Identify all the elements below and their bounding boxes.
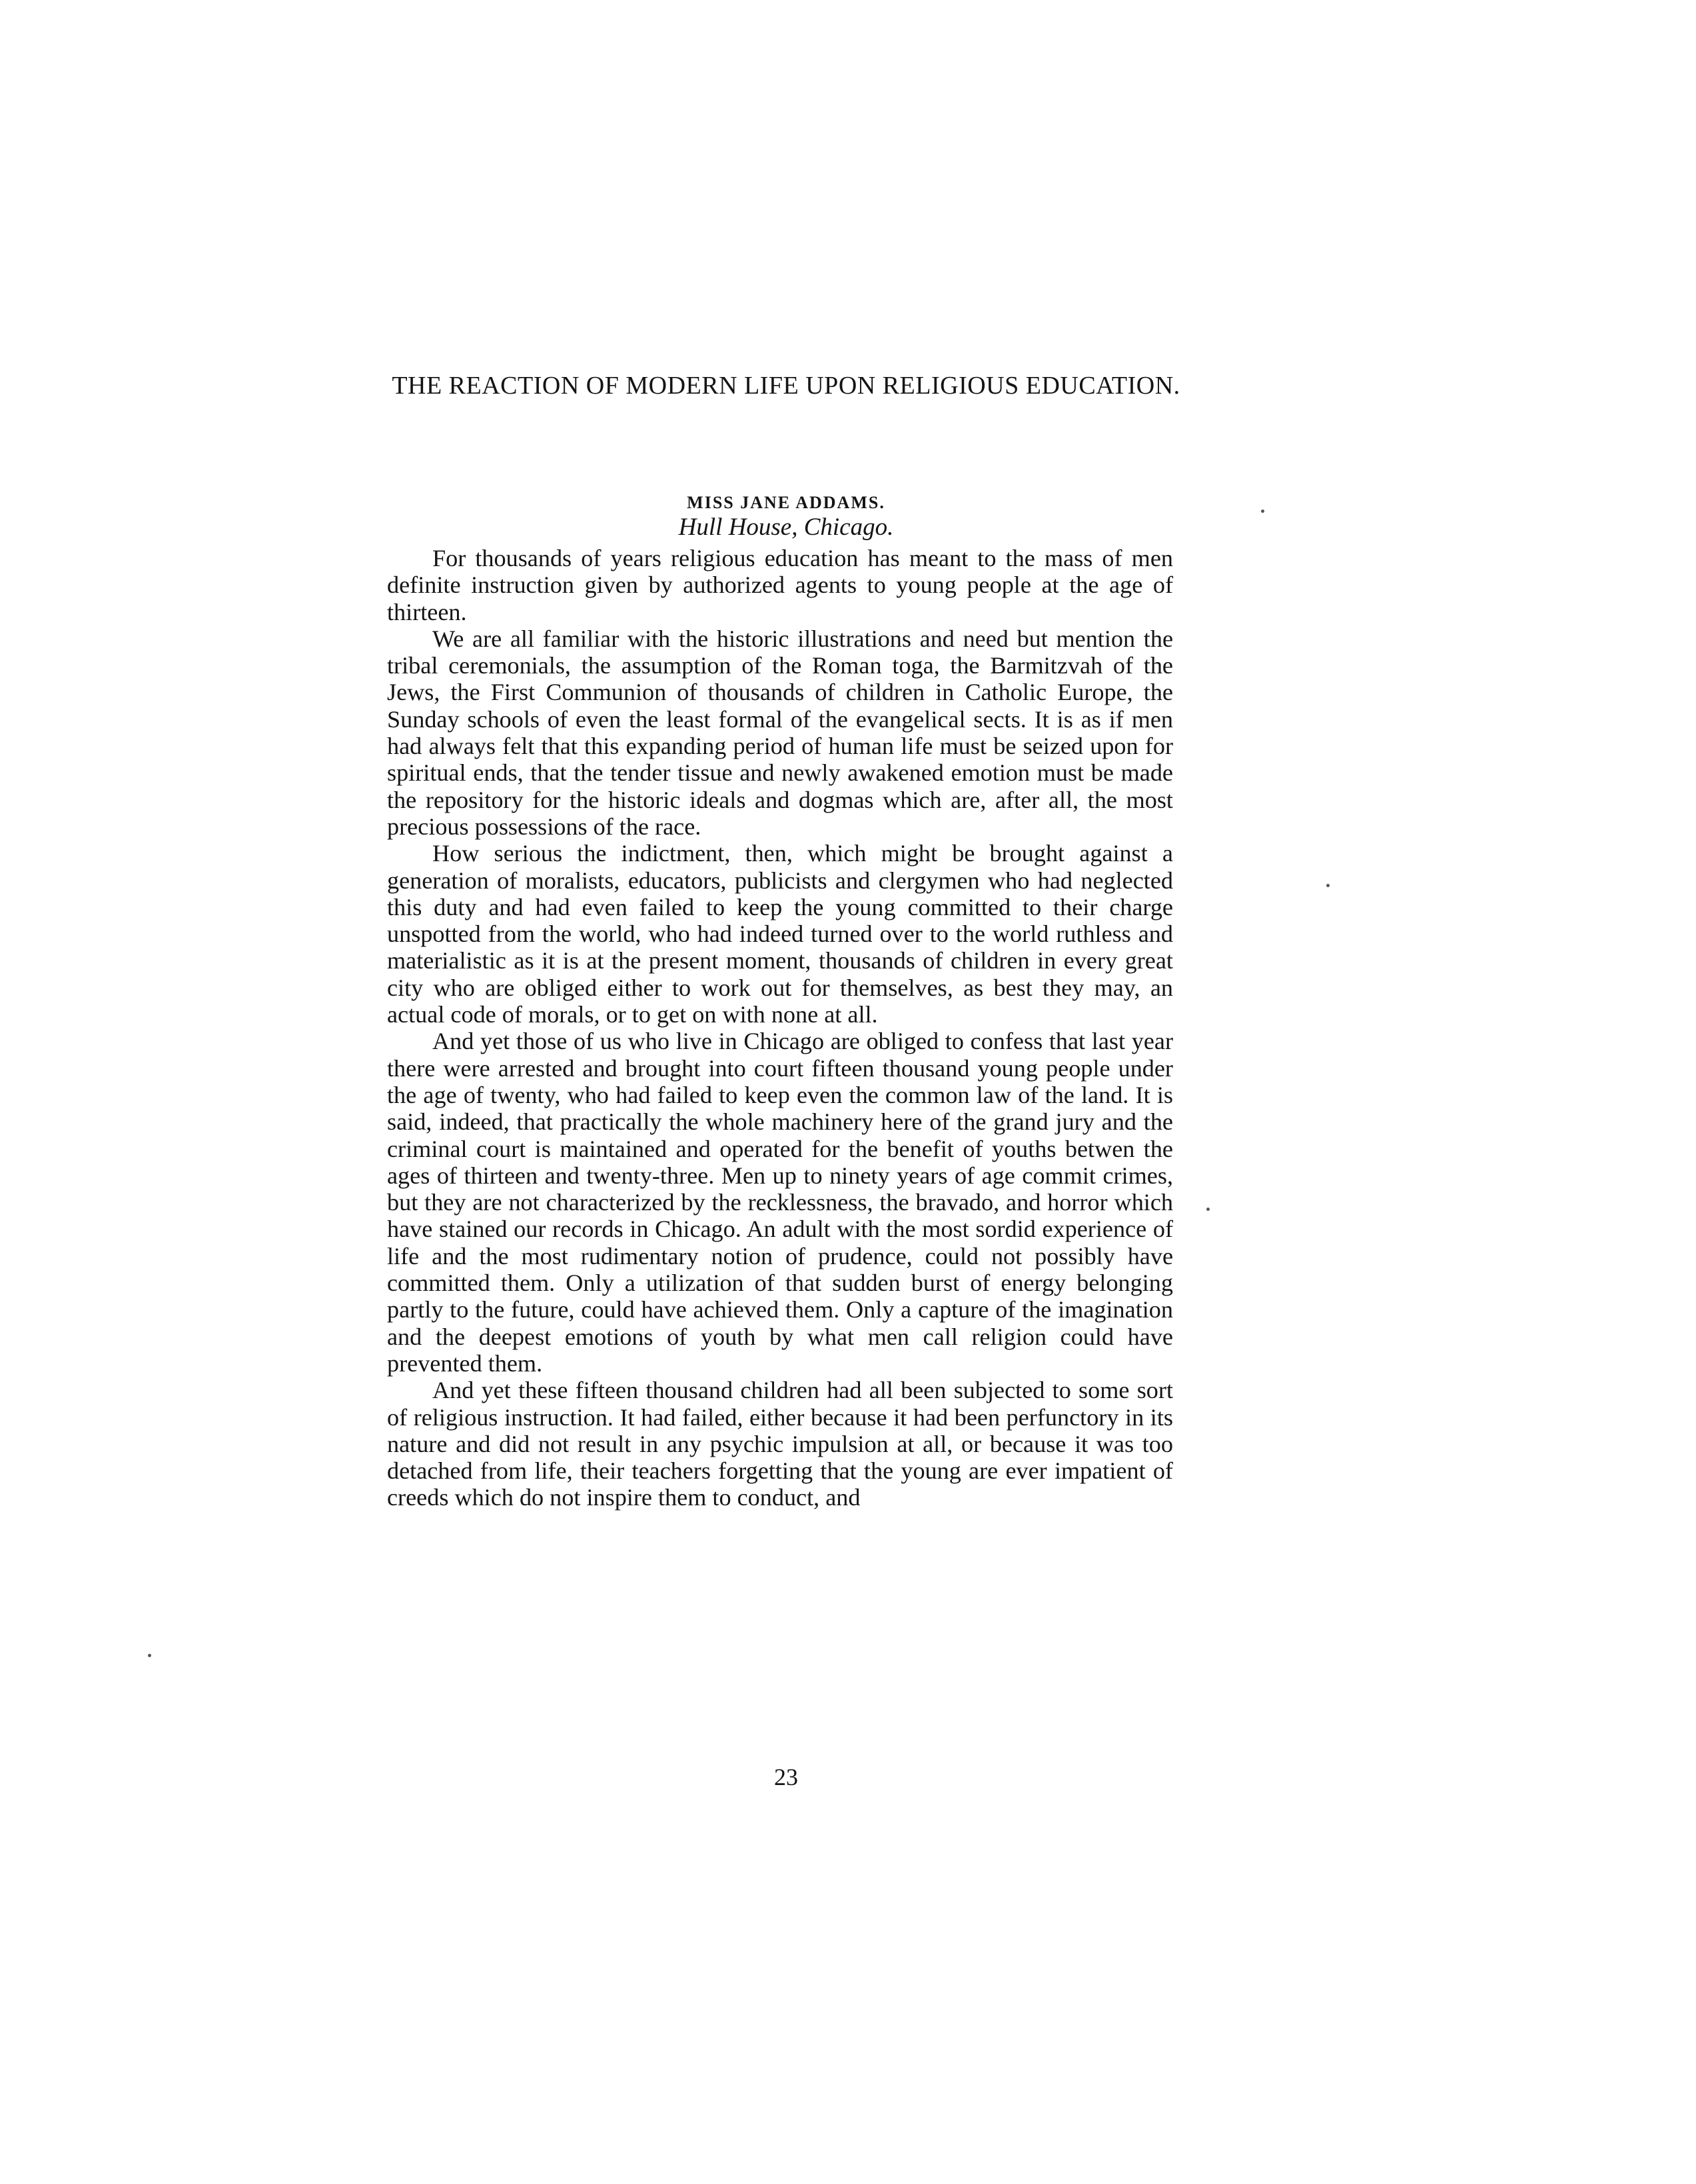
article-body bbox=[387, 545, 1173, 1511]
paragraph: For thousands of years religious education has meant to the mass of men definite instruction given by authorized agents to young people at the age of thirteen. bbox=[387, 545, 1173, 625]
paragraph: We are all familiar with the historic illustrations and need but mention the tribal ceremonials, the assumption of the Roman toga, the Barmitzvah of the Jews, the First Communion of thousands of children in Catholic Europe, the Sunday schools of even the least formal of the evangelical sects. It is as if men had always felt that this expanding period of human life must be seized upon for spiritual ends, that the tender tissue and newly awakened emotion must be made the repository for the historic ideals and dogmas which are, after all, the most precious possessions of the race. bbox=[387, 625, 1173, 840]
scan-speck bbox=[1261, 510, 1264, 513]
paragraph: And yet these fifteen thousand children had all been subjected to some sort of religious instruction. It had failed, either because it had been perfunctory in its nature and did not result in any psychic impulsion at all, or because it was too detached from life, their teachers forgetting that the young are ever impatient of creeds which do not inspire them to conduct, and bbox=[387, 1377, 1173, 1511]
scan-speck bbox=[1326, 884, 1330, 887]
author-affiliation: Hull House, Chicago. bbox=[678, 514, 894, 541]
paragraph: And yet those of us who live in Chicago are obliged to confess that last year there were arrested and brought into court fifteen thousand young people under the age of twenty, who had failed to keep even the common law of the land. It is said, indeed, that practically the whole machinery here of the grand jury and the criminal court is maintained and operated for the benefit of youths betwen the ages of thirteen and twenty-three. Men up to ninety years of age commit crimes, but they are not characterized by the recklessness, the bravado, and horror which have stained our records in Chicago. An adult with the most sordid experience of life and the most rudimentary notion of prudence, could not possibly have committed them. Only a utilization of that sudden burst of energy belonging partly to the future, could have achieved them. Only a capture of the imagination and the deepest emotions of youth by what men call religion could have prevented them. bbox=[387, 1028, 1173, 1377]
article-title: THE REACTION OF MODERN LIFE UPON RELIGIOUS EDUCATION. bbox=[392, 372, 1180, 400]
scan-speck bbox=[1206, 1208, 1210, 1211]
page-number: 23 bbox=[774, 1764, 798, 1790]
paragraph: How serious the indictment, then, which might be brought against a generation of moralists, educators, publicists and clergymen who had neglected this duty and had even failed to keep the young committed to their charge unspotted from the world, who had indeed turned over to the world ruthless and materialistic as it is at the present moment, thousands of children in every great city who are obliged either to work out for themselves, as best they may, an actual code of morals, or to get on with none at all. bbox=[387, 840, 1173, 1028]
scan-speck bbox=[148, 1654, 151, 1657]
author-name: MISS JANE ADDAMS. bbox=[687, 493, 885, 512]
